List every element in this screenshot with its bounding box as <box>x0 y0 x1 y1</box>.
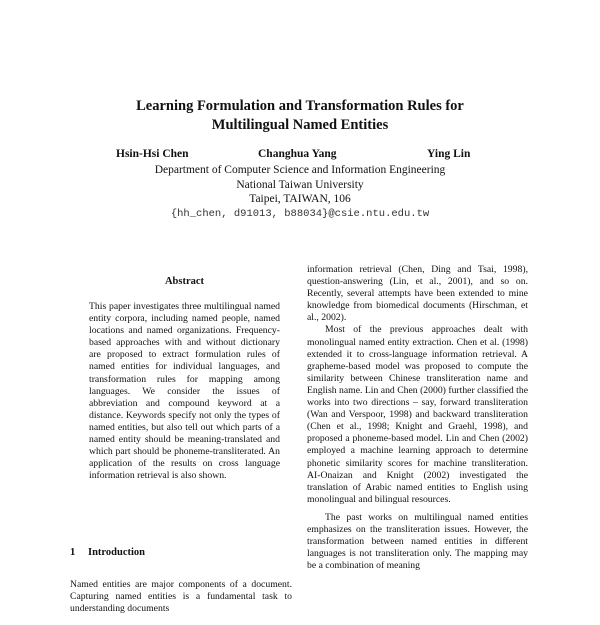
affiliation-city: Taipei, TAIWAN, 106 <box>249 193 351 205</box>
affiliation <box>0 163 600 221</box>
abstract-paragraph: This paper investigates three multilingual named entity corpora, including named people, named locations and named organizations. Frequency-based approaches with and without dictionary are proposed to extract formulation rules of named entities for individual languages, and transformation rules for mapping among languages. We consider the issues of abbreviation and compound keyword at a distance. Keywords specify not only the types of named entities, but also tell out which parts of a named entity should be meaning-translated and which part should be phoneme-transliterated. An application of the results on cross language information retrieval is also shown. <box>89 301 280 482</box>
affiliation-department: Department of Computer Science and Information Engineering <box>154 164 446 176</box>
author-1: Hsin-Hsi Chen <box>116 148 189 160</box>
introduction-paragraph: Named entities are major components of a document. Capturing named entities is a fundamental task to understanding documents <box>70 578 292 614</box>
right-paragraph-2: Most of the previous approaches dealt with monolingual named entity extraction. Chen et al. (1998) extended it to cross-language information retrieval. A grapheme-based model was proposed to compute the similarity between Chinese transliteration name and English name. Lin and Chen (2000) further classified the works into two directions – say, forward transliteration (Wan and Verspoor, 1998) and backward transliteration (Chen et al., 1998; Knight and Graehl, 1998), and proposed a phoneme-based model. Lin and Chen (2002) employed a machine learning approach to determine phonetic similarity scores for machine transliteration. AI-Onaizan and Knight (2002) investigated the translation of Arabic named entities to English using monolingual and bilingual resources. <box>307 324 528 505</box>
paper-title <box>0 97 600 135</box>
title-line-1: Learning Formulation and Transformation Rules for <box>136 98 464 114</box>
title-line-2: Multilingual Named Entities <box>211 117 389 133</box>
introduction-text <box>70 569 292 625</box>
abstract-text <box>89 301 280 482</box>
right-paragraph-3: The past works on multilingual named entities emphasizes on the transliteration issues. However, the transformation between named entities in different languages is not transliteration only. The mapping may be a combination of meaning <box>307 511 528 572</box>
right-column <box>307 264 528 572</box>
section-heading-introduction <box>70 547 145 558</box>
author-2: Changhua Yang <box>258 148 337 160</box>
right-paragraph-1: information retrieval (Chen, Ding and Tsai, 1998), question-answering (Lin, et al., 2001), and so on. Recently, several attempts have been extended to mine knowledge from biomedical documents (Hirschman, et al., 2002). <box>307 264 528 324</box>
section-title: Introduction <box>88 547 145 558</box>
abstract-heading: Abstract <box>164 276 205 287</box>
author-3: Ying Lin <box>427 148 471 160</box>
affiliation-university: National Taiwan University <box>236 178 364 191</box>
section-number: 1 <box>70 547 76 558</box>
author-email: {hh_chen, d91013, b88034}@csie.ntu.edu.tw <box>170 207 430 220</box>
